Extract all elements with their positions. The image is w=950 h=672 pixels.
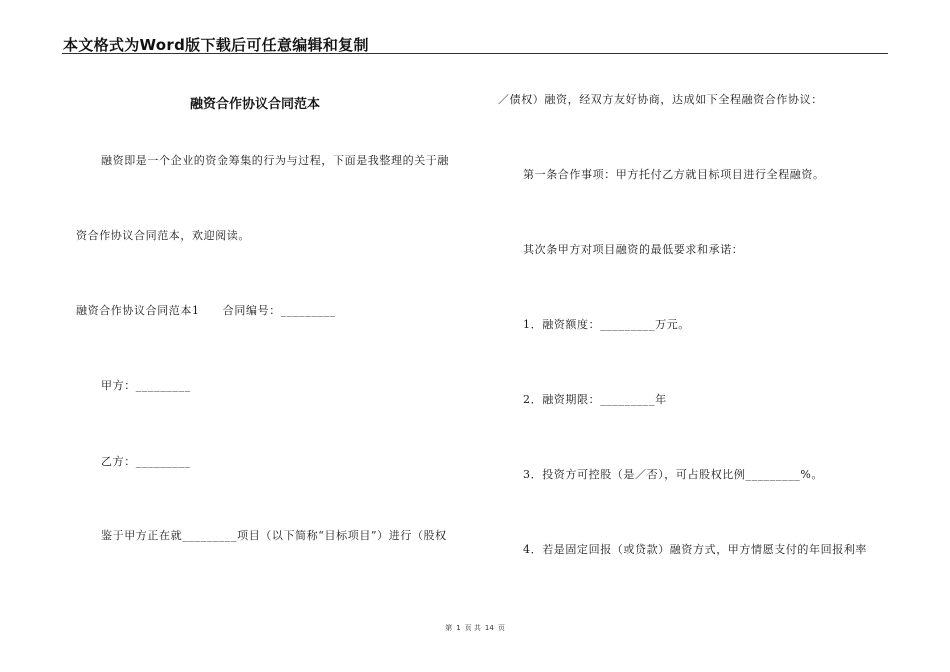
party-a-line: 甲方：_________	[101, 379, 191, 392]
page-current: 1	[456, 624, 461, 632]
financing-term-line: 2．融资期限：_________年	[523, 393, 667, 406]
article-2-line: 其次条甲方对项目融资的最低要求和承诺：	[523, 243, 744, 256]
party-b-line: 乙方：_________	[101, 455, 191, 468]
header-divider	[62, 53, 888, 54]
financing-amount-line: 1．融资额度：_________万元。	[523, 318, 690, 331]
preamble-line: 鉴于甲方正在就_________项目（以下简称“目标项目”）进行（股权	[101, 529, 447, 542]
page-label-post: 页	[497, 624, 505, 632]
document-title: 融资合作协议合同范本	[190, 97, 321, 112]
page-label-mid: 页 共	[464, 624, 481, 632]
left-paragraph-line-1: 融资即是一个企业的资金筹集的行为与过程，下面是我整理的关于融	[101, 154, 449, 167]
equity-control-line: 3．投资方可控股（是／否），可占股权比例_________%。	[523, 468, 824, 481]
document-header-text: 本文格式为Word版下载后可任意编辑和复制	[63, 36, 369, 54]
contract-heading-line: 融资合作协议合同范本1 合同编号：_________	[76, 304, 336, 317]
article-1-line: 第一条合作事项：甲方托付乙方就目标项目进行全程融资。	[523, 168, 825, 181]
page-total: 14	[484, 624, 494, 632]
left-paragraph-line-2: 资合作协议合同范本，欢迎阅读。	[76, 229, 250, 242]
page-label-pre: 第	[445, 624, 453, 632]
return-rate-line: 4．若是固定回报（或贷款）融资方式，甲方情愿支付的年回报利率	[523, 543, 867, 556]
right-paragraph-line-1: ／债权）融资，经双方友好协商，达成如下全程融资合作协议：	[498, 93, 823, 106]
page-footer	[0, 623, 950, 633]
